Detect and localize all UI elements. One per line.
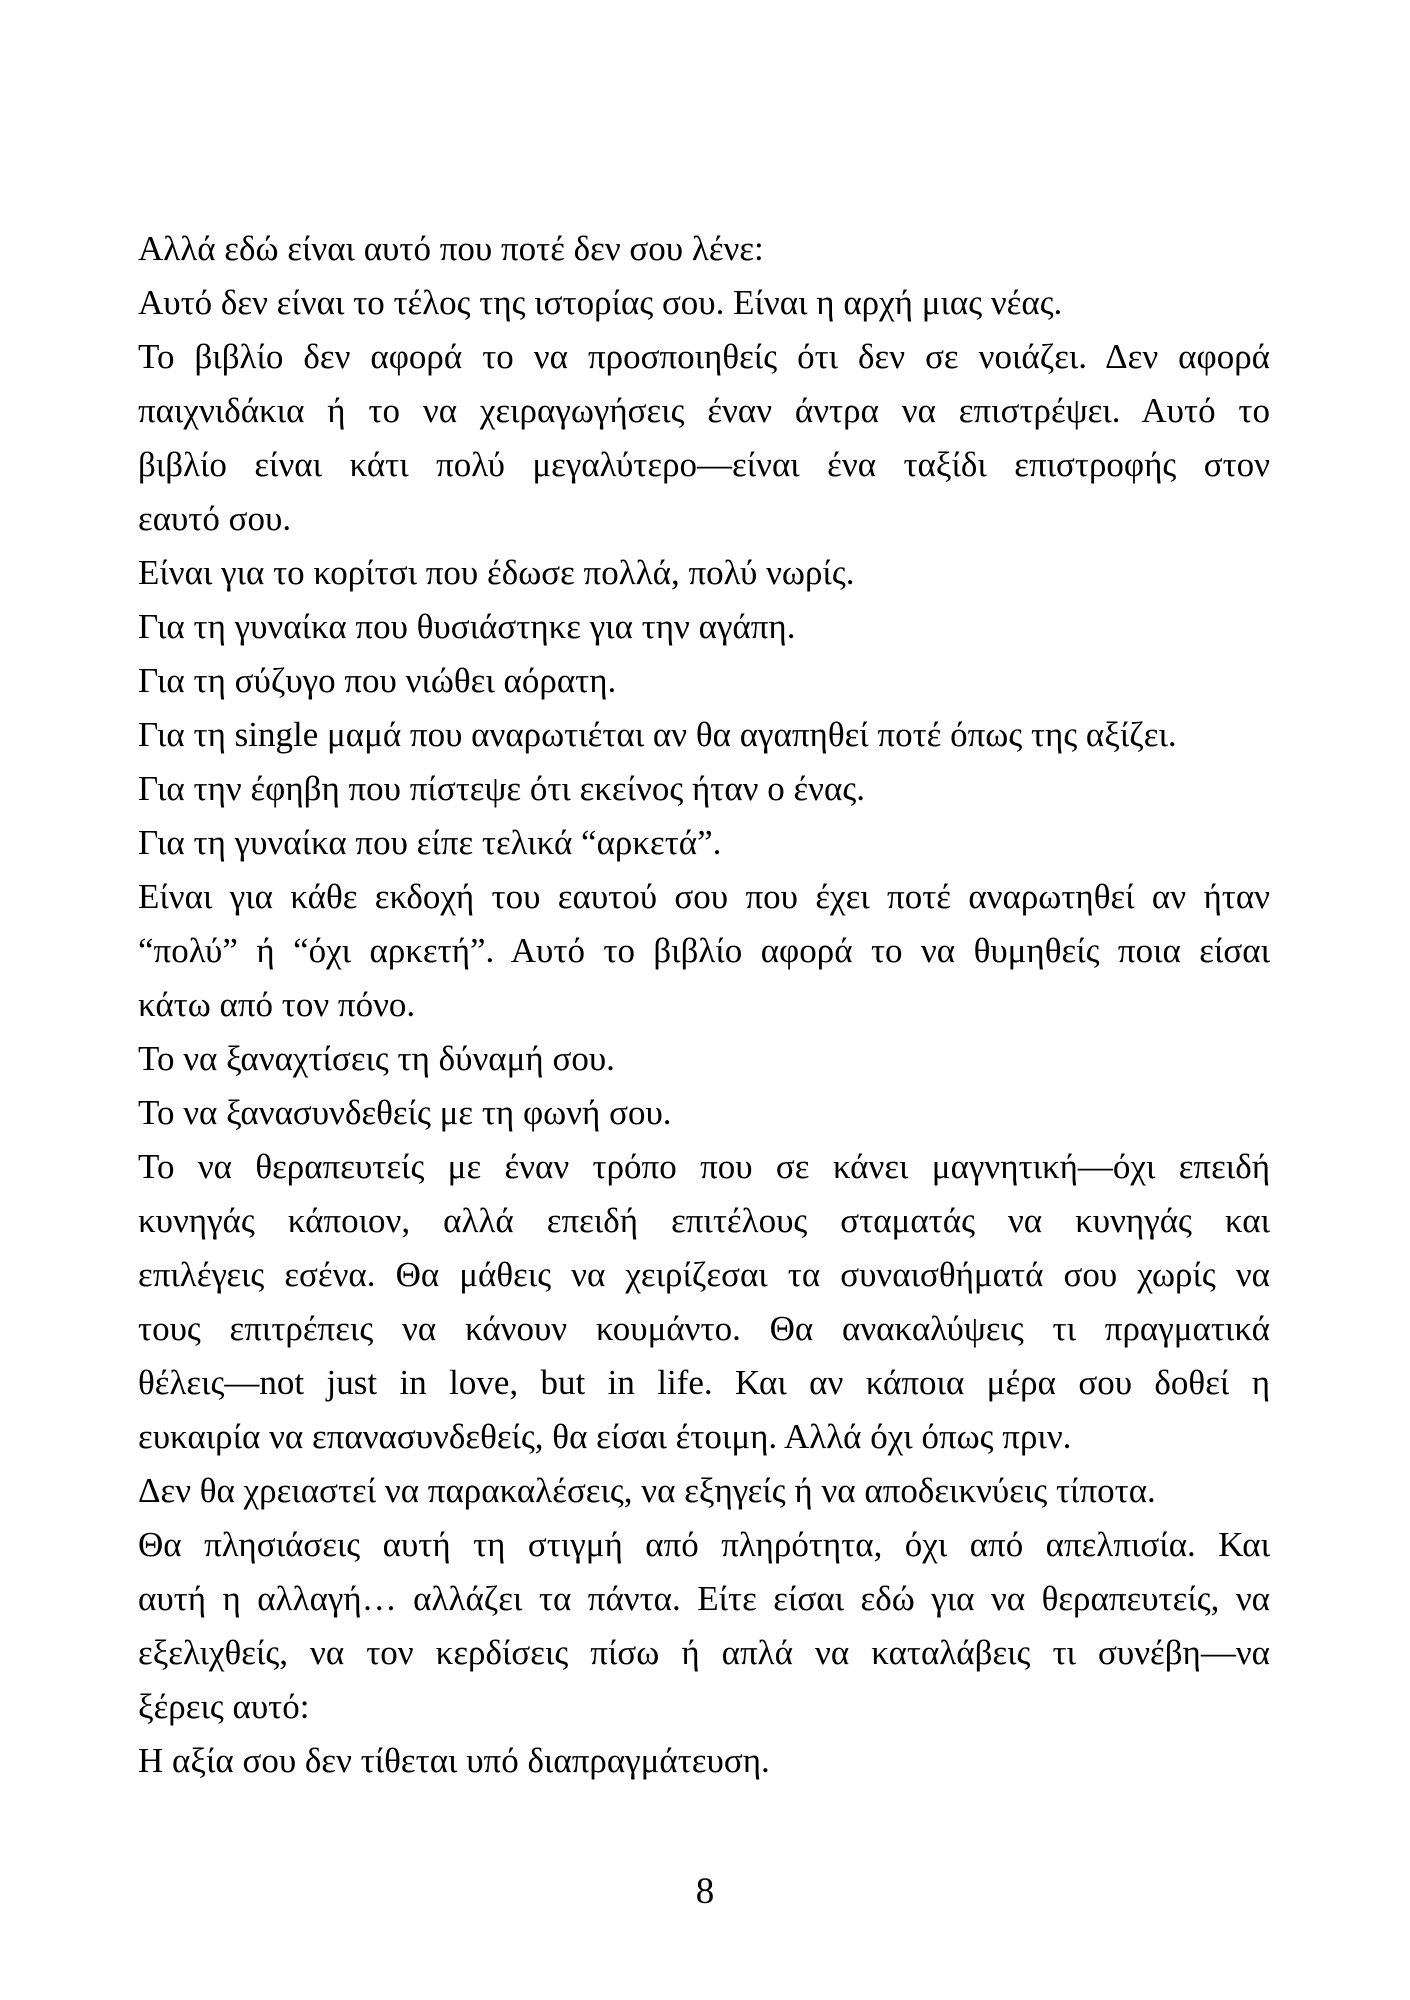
text-line: Για τη single μαμά που αναρωτιέται αν θα αγαπηθεί ποτέ όπως της αξίζει. xyxy=(138,715,1177,754)
text-line: ευκαιρία να επανασυνδεθείς, θα είσαι έτοιμη. Αλλά όχι όπως πριν. xyxy=(138,1417,1072,1456)
text-line: εαυτό σου. xyxy=(138,499,292,538)
text-line: Το να ξαναχτίσεις τη δύναμή σου. xyxy=(138,1039,615,1078)
text-line: θέλεις—not just in love, but in life. Και αν κάποια μέρα σου δοθεί η xyxy=(138,1363,1270,1402)
text-line: Το βιβλίο δεν αφορά το να προσποιηθείς ότι δεν σε νοιάζει. Δεν αφορά xyxy=(138,337,1270,376)
text-line: Το να ξανασυνδεθείς με τη φωνή σου. xyxy=(138,1093,672,1132)
text-line: εξελιχθείς, να τον κερδίσεις πίσω ή απλά να καταλάβεις τι συνέβη—να xyxy=(138,1633,1270,1672)
text-line: βιβλίο είναι κάτι πολύ μεγαλύτερο—είναι ένα ταξίδι επιστροφής στον xyxy=(138,445,1270,484)
text-line: Το να θεραπευτείς με έναν τρόπο που σε κάνει μαγνητική—όχι επειδή xyxy=(138,1147,1270,1186)
text-line: Θα πλησιάσεις αυτή τη στιγμή από πληρότητα, όχι από απελπισία. Και xyxy=(138,1525,1270,1564)
text-line: Δεν θα χρειαστεί να παρακαλέσεις, να εξηγείς ή να αποδεικνύεις τίποτα. xyxy=(138,1471,1156,1510)
text-line: αυτή η αλλαγή… αλλάζει τα πάντα. Είτε είσαι εδώ για να θεραπευτείς, να xyxy=(138,1579,1270,1618)
text-line: παιχνιδάκια ή το να χειραγωγήσεις έναν άντρα να επιστρέψει. Αυτό το xyxy=(138,391,1270,430)
page-number: 8 xyxy=(695,1871,715,1912)
text-block xyxy=(138,222,1270,1788)
text-line: κάτω από τον πόνο. xyxy=(138,985,416,1024)
text-line: τους επιτρέπεις να κάνουν κουμάντο. Θα ανακαλύψεις τι πραγματικά xyxy=(138,1309,1270,1348)
text-line: Για τη σύζυγο που νιώθει αόρατη. xyxy=(138,661,617,700)
text-line: επιλέγεις εσένα. Θα μάθεις να χειρίζεσαι τα συναισθήματά σου χωρίς να xyxy=(138,1255,1270,1294)
text-line: Αυτό δεν είναι το τέλος της ιστορίας σου. Είναι η αρχή μιας νέας. xyxy=(138,283,1063,322)
text-line: Για τη γυναίκα που είπε τελικά “αρκετά”. xyxy=(138,823,722,862)
text-line: Για την έφηβη που πίστεψε ότι εκείνος ήταν ο ένας. xyxy=(138,769,865,808)
text-line: “πολύ” ή “όχι αρκετή”. Αυτό το βιβλίο αφορά το να θυμηθείς ποια είσαι xyxy=(138,931,1270,970)
text-line: Για τη γυναίκα που θυσιάστηκε για την αγάπη. xyxy=(138,607,796,646)
text-line: Είναι για κάθε εκδοχή του εαυτού σου που έχει ποτέ αναρωτηθεί αν ήταν xyxy=(138,877,1270,916)
text-line: κυνηγάς κάποιον, αλλά επειδή επιτέλους σταματάς να κυνηγάς και xyxy=(138,1201,1270,1240)
text-line: Είναι για το κορίτσι που έδωσε πολλά, πολύ νωρίς. xyxy=(138,553,855,592)
text-line: Αλλά εδώ είναι αυτό που ποτέ δεν σου λένε: xyxy=(138,229,764,268)
text-line: ξέρεις αυτό: xyxy=(138,1687,310,1726)
text-line: Η αξία σου δεν τίθεται υπό διαπραγμάτευση. xyxy=(138,1741,770,1780)
